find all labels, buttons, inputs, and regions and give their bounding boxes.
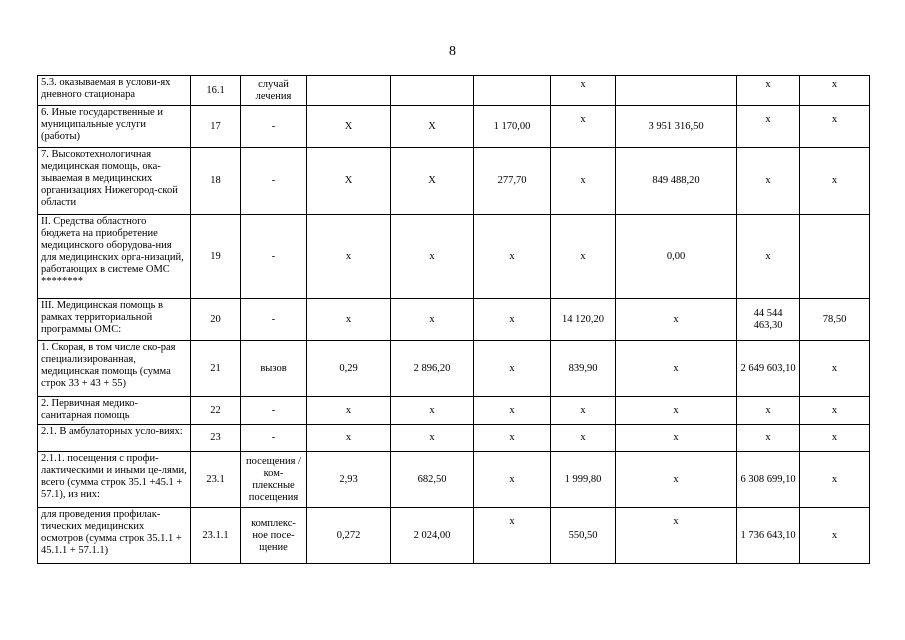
line-number-cell: 16.1 <box>191 76 241 106</box>
row-name-cell: 6. Иные государственные и муниципальные услуги (работы) <box>38 106 191 148</box>
unit-cell: - <box>241 106 307 148</box>
value-cell: х <box>474 299 551 341</box>
table-row <box>38 299 870 341</box>
unit-cell: - <box>241 425 307 452</box>
value-cell: х <box>391 425 474 452</box>
unit-cell: - <box>241 299 307 341</box>
value-cell: х <box>800 508 870 564</box>
value-cell: х <box>474 397 551 425</box>
value-cell <box>800 215 870 299</box>
value-cell: Х <box>307 148 391 215</box>
line-number-cell: 19 <box>191 215 241 299</box>
unit-cell: вызов <box>241 341 307 397</box>
value-cell: 1 736 643,10 <box>737 508 800 564</box>
row-name-cell: II. Средства областного бюджета на приобретение медицинского оборудова-ния для медицинских орга-низаций, работающих в системе ОМС ******** <box>38 215 191 299</box>
value-cell: х <box>616 397 737 425</box>
line-number-cell: 23.1 <box>191 452 241 508</box>
value-cell: 2 649 603,10 <box>737 341 800 397</box>
value-cell: х <box>800 425 870 452</box>
table-row <box>38 397 870 425</box>
value-cell: х <box>737 215 800 299</box>
value-cell: Х <box>307 106 391 148</box>
value-cell: х <box>551 76 616 106</box>
value-cell: х <box>551 148 616 215</box>
line-number-cell: 23 <box>191 425 241 452</box>
value-cell: х <box>616 425 737 452</box>
value-cell: х <box>391 299 474 341</box>
value-cell: х <box>800 397 870 425</box>
value-cell: 6 308 699,10 <box>737 452 800 508</box>
value-cell <box>474 76 551 106</box>
row-name-cell: 2. Первичная медико-санитарная помощь <box>38 397 191 425</box>
value-cell: х <box>307 425 391 452</box>
value-cell: х <box>551 425 616 452</box>
unit-cell: комплекс-ное посе-щение <box>241 508 307 564</box>
value-cell: 44 544 463,30 <box>737 299 800 341</box>
value-cell: х <box>474 452 551 508</box>
value-cell: х <box>391 215 474 299</box>
value-cell: х <box>474 425 551 452</box>
value-cell: Х <box>391 106 474 148</box>
row-name-cell: III. Медицинская помощь в рамках территориальной программы ОМС: <box>38 299 191 341</box>
table-row <box>38 508 870 564</box>
row-name-cell: 5.3. оказываемая в услови-ях дневного стационара <box>38 76 191 106</box>
line-number-cell: 21 <box>191 341 241 397</box>
value-cell: х <box>800 148 870 215</box>
unit-cell: посещения / ком-плексные посещения <box>241 452 307 508</box>
value-cell: 849 488,20 <box>616 148 737 215</box>
value-cell: 78,50 <box>800 299 870 341</box>
value-cell: х <box>307 215 391 299</box>
table-row <box>38 76 870 106</box>
line-number-cell: 23.1.1 <box>191 508 241 564</box>
value-cell: х <box>737 425 800 452</box>
table-row <box>38 425 870 452</box>
line-number-cell: 22 <box>191 397 241 425</box>
value-cell: 550,50 <box>551 508 616 564</box>
value-cell: х <box>474 508 551 564</box>
value-cell: х <box>800 106 870 148</box>
value-cell: х <box>391 397 474 425</box>
value-cell: х <box>551 106 616 148</box>
value-cell: 2 896,20 <box>391 341 474 397</box>
row-name-cell: 2.1. В амбулаторных усло-виях: <box>38 425 191 452</box>
value-cell: 0,272 <box>307 508 391 564</box>
value-cell: 0,29 <box>307 341 391 397</box>
value-cell: х <box>800 452 870 508</box>
line-number-cell: 20 <box>191 299 241 341</box>
line-number-cell: 17 <box>191 106 241 148</box>
unit-cell: - <box>241 148 307 215</box>
value-cell <box>391 76 474 106</box>
value-cell: 14 120,20 <box>551 299 616 341</box>
value-cell: 1 999,80 <box>551 452 616 508</box>
value-cell: 1 170,00 <box>474 106 551 148</box>
value-cell: Х <box>391 148 474 215</box>
value-cell: х <box>616 341 737 397</box>
value-cell: 839,90 <box>551 341 616 397</box>
row-name-cell: для проведения профилак-тических медицинских осмотров (сумма строк 35.1.1 + 45.1.1 + 57.1.1) <box>38 508 191 564</box>
value-cell: 682,50 <box>391 452 474 508</box>
value-cell <box>616 76 737 106</box>
unit-cell: - <box>241 397 307 425</box>
table-row <box>38 341 870 397</box>
value-cell: 2 024,00 <box>391 508 474 564</box>
value-cell: х <box>616 452 737 508</box>
table-row <box>38 452 870 508</box>
value-cell: х <box>307 397 391 425</box>
unit-cell: - <box>241 215 307 299</box>
budget-table <box>37 75 870 564</box>
value-cell: х <box>551 397 616 425</box>
page-number: 8 <box>449 44 456 59</box>
table-row <box>38 215 870 299</box>
value-cell: х <box>616 508 737 564</box>
value-cell: х <box>800 76 870 106</box>
value-cell: х <box>551 215 616 299</box>
value-cell: х <box>474 341 551 397</box>
row-name-cell: 1. Скорая, в том числе ско-рая специализированная, медицинская помощь (сумма строк 33 + 43 + 55) <box>38 341 191 397</box>
value-cell: х <box>737 76 800 106</box>
value-cell: 2,93 <box>307 452 391 508</box>
value-cell: х <box>616 299 737 341</box>
value-cell: 0,00 <box>616 215 737 299</box>
value-cell: х <box>800 341 870 397</box>
table-row <box>38 148 870 215</box>
value-cell <box>307 76 391 106</box>
row-name-cell: 2.1.1. посещения с профи-лактическими и иными це-лями, всего (сумма строк 35.1 +45.1 + 57.1), из них: <box>38 452 191 508</box>
value-cell: х <box>737 106 800 148</box>
value-cell: х <box>474 215 551 299</box>
value-cell: 277,70 <box>474 148 551 215</box>
line-number-cell: 18 <box>191 148 241 215</box>
value-cell: 3 951 316,50 <box>616 106 737 148</box>
value-cell: х <box>737 148 800 215</box>
table-row <box>38 106 870 148</box>
value-cell: х <box>307 299 391 341</box>
value-cell: х <box>737 397 800 425</box>
unit-cell: случай лечения <box>241 76 307 106</box>
row-name-cell: 7. Высокотехнологичная медицинская помощь, ока-зываемая в медицинских организациях Нижегород-ской области <box>38 148 191 215</box>
